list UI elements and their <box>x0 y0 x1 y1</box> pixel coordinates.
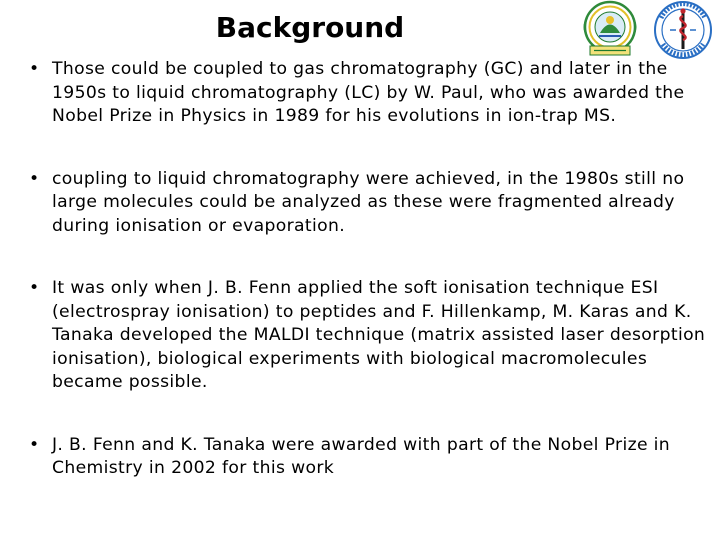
slide-title: Background <box>215 11 405 44</box>
header-logos <box>574 0 720 60</box>
medical-institute-seal-icon <box>650 0 716 60</box>
bullet-item: • J. B. Fenn and K. Tanaka were awarded with part of the Nobel Prize in Chemistry in 2002 for this work <box>28 434 708 481</box>
bullet-item: • It was only when J. B. Fenn applied the soft ionisation technique ESI (electrospray ionisation) to peptides and F. Hillenkamp, M. Karas and K. Tanaka developed the MALDI technique (matrix assisted laser desorption ionisation), biological experiments with biological macromolecules became possible. <box>28 277 708 395</box>
university-crest-icon <box>578 0 642 58</box>
bullet-list <box>28 58 708 481</box>
bullet-item: • Those could be coupled to gas chromatography (GC) and later in the 1950s to liquid chromatography (LC) by W. Paul, who was awarded the Nobel Prize in Physics in 1989 for his evolutions in ion-trap MS. <box>28 58 708 129</box>
bullet-item: • coupling to liquid chromatography were achieved, in the 1980s still no large molecules could be analyzed as these were fragmented already during ionisation or evaporation. <box>28 168 708 239</box>
